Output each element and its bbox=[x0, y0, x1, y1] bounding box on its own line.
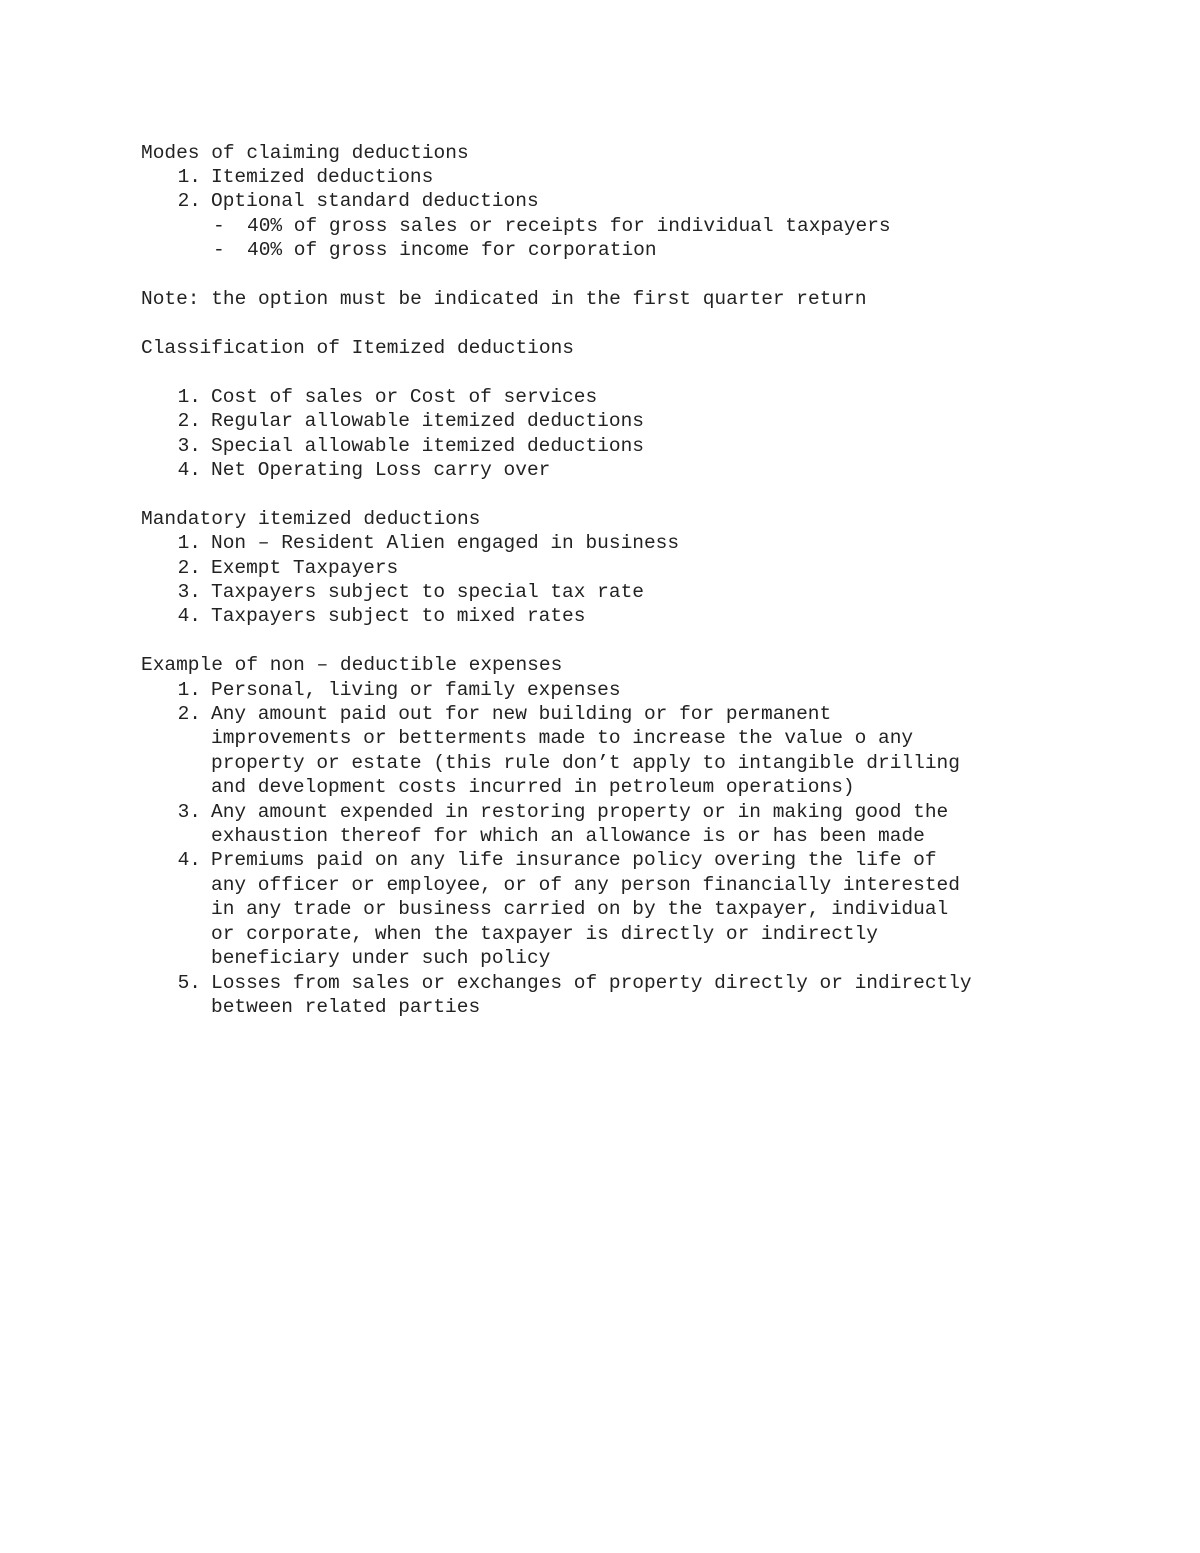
list-marker: 3. bbox=[177, 581, 201, 603]
section-heading-classification: Classification of Itemized deductions bbox=[141, 337, 574, 359]
section-heading-nondeductible: Example of non – deductible expenses bbox=[141, 654, 563, 676]
list-item: Special allowable itemized deductions bbox=[211, 435, 644, 457]
list-item: Cost of sales or Cost of services bbox=[211, 386, 598, 408]
list-item: Optional standard deductions bbox=[211, 190, 539, 212]
section-heading-modes: Modes of claiming deductions bbox=[141, 142, 469, 164]
list-item: Itemized deductions bbox=[211, 166, 434, 188]
list-item: Any amount paid out for new building or for permanent bbox=[211, 703, 832, 725]
list-marker: 3. bbox=[177, 801, 201, 823]
list-marker: 3. bbox=[177, 435, 201, 457]
list-marker: 4. bbox=[177, 459, 201, 481]
list-marker: 2. bbox=[177, 557, 201, 579]
list-marker: 5. bbox=[177, 972, 201, 994]
list-marker: 4. bbox=[177, 849, 201, 871]
list-marker: 1. bbox=[177, 532, 201, 554]
list-item-continuation: any officer or employee, or of any person financially interested bbox=[211, 874, 960, 896]
list-item: Regular allowable itemized deductions bbox=[211, 410, 644, 432]
bullet-dash: - bbox=[213, 239, 225, 261]
list-marker: 1. bbox=[177, 679, 201, 701]
list-item-continuation: improvements or betterments made to increase the value o any bbox=[211, 727, 914, 749]
sub-list-item: 40% of gross income for corporation bbox=[247, 239, 657, 261]
list-item: Taxpayers subject to mixed rates bbox=[211, 605, 586, 627]
list-item: Non – Resident Alien engaged in business bbox=[211, 532, 680, 554]
list-item: Premiums paid on any life insurance policy overing the life of bbox=[211, 849, 937, 871]
list-marker: 4. bbox=[177, 605, 201, 627]
sub-list-item: 40% of gross sales or receipts for individual taxpayers bbox=[247, 215, 891, 237]
list-item-continuation: exhaustion thereof for which an allowance is or has been made bbox=[211, 825, 925, 847]
list-item: Any amount expended in restoring property or in making good the bbox=[211, 801, 949, 823]
list-item-continuation: or corporate, when the taxpayer is directly or indirectly bbox=[211, 923, 879, 945]
list-item-continuation: between related parties bbox=[211, 996, 481, 1018]
list-item: Net Operating Loss carry over bbox=[211, 459, 551, 481]
list-item: Personal, living or family expenses bbox=[211, 679, 621, 701]
list-item-continuation: beneficiary under such policy bbox=[211, 947, 551, 969]
list-marker: 1. bbox=[177, 166, 201, 188]
list-marker: 1. bbox=[177, 386, 201, 408]
list-item: Losses from sales or exchanges of property directly or indirectly bbox=[211, 972, 972, 994]
bullet-dash: - bbox=[213, 215, 225, 237]
list-marker: 2. bbox=[177, 190, 201, 212]
list-item: Exempt Taxpayers bbox=[211, 557, 399, 579]
list-item: Taxpayers subject to special tax rate bbox=[211, 581, 644, 603]
section-heading-mandatory: Mandatory itemized deductions bbox=[141, 508, 481, 530]
list-item-continuation: property or estate (this rule don’t apply to intangible drilling bbox=[211, 752, 960, 774]
list-item-continuation: in any trade or business carried on by the taxpayer, individual bbox=[211, 898, 949, 920]
list-marker: 2. bbox=[177, 703, 201, 725]
note-text: Note: the option must be indicated in the first quarter return bbox=[141, 288, 867, 310]
list-marker: 2. bbox=[177, 410, 201, 432]
list-item-continuation: and development costs incurred in petroleum operations) bbox=[211, 776, 855, 798]
